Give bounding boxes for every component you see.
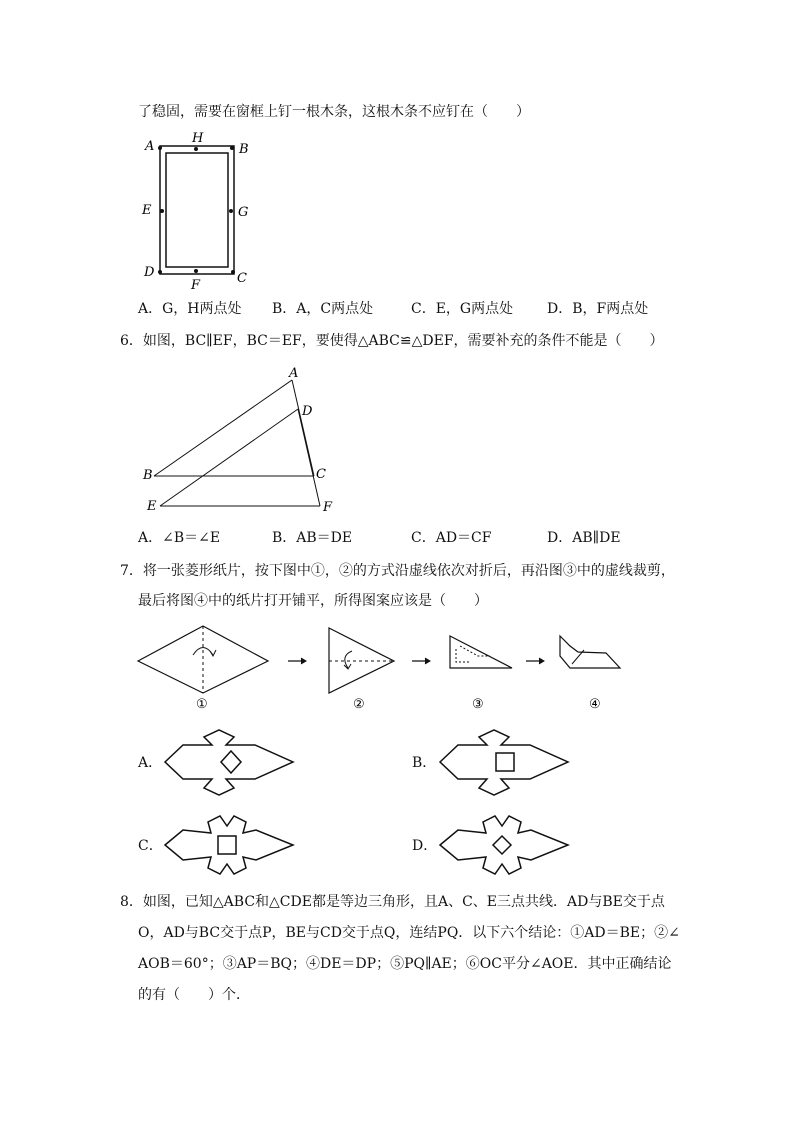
label-A: A [289,366,299,381]
q7-stem-line2: 最后将图④中的纸片打开铺平，所得图案应该是（ ） [138,593,488,609]
label-D: D [302,404,313,419]
q6-stem: 6．如图，BC∥EF，BC＝EF，要使得△ABC≌△DEF，需要补充的条件不能是（ ） [120,333,664,349]
q6-option-b[interactable]: B．AB＝DE [272,530,353,546]
q7-option-d[interactable]: D． [412,838,438,854]
label-A: A [145,139,155,154]
q5-option-a[interactable]: A．G，H两点处 [138,301,242,317]
step-4-label: ④ [589,697,601,712]
q5-option-d[interactable]: D．B，F两点处 [547,301,649,317]
label-B: B [239,142,249,157]
q7-stem-line1: 7．将一张菱形纸片，按下图中①，②的方式沿虚线依次对折后，再沿图③中的虚线裁剪， [120,563,675,579]
q6-option-c[interactable]: C．AD＝CF [411,530,492,546]
q6-option-d[interactable]: D．AB∥DE [547,530,621,546]
step-1-label: ① [196,697,208,712]
q5-option-c[interactable]: C．E，G两点处 [411,301,514,317]
q5-option-b[interactable]: B．A，C两点处 [272,301,374,317]
step-3-label: ③ [472,697,484,712]
label-E: E [147,499,157,514]
q7-option-b[interactable]: B． [412,755,437,771]
label-D: D [144,265,155,280]
label-F: F [323,500,333,515]
q7-option-c[interactable]: C． [138,838,163,854]
q5-stem-tail: 了稳固，需要在窗框上钉一根木条，这根木条不应钉在（ ） [138,104,530,120]
q8-stem-line3: AOB＝60°；③AP＝BQ；④DE＝DP；⑤PQ∥AE；⑥OC平分∠AOE．其中正确结论 [138,956,672,972]
q8-stem-line4: 的有（ ）个． [138,987,250,1003]
label-H: H [192,131,204,146]
q6-option-a[interactable]: A．∠B＝∠E [138,530,221,546]
label-C: C [237,271,247,286]
label-C: C [316,467,326,482]
step-2-label: ② [353,697,365,712]
label-F: F [191,278,201,293]
label-B: B [143,468,153,483]
label-G: G [238,205,249,220]
q7-option-a[interactable]: A． [138,755,163,771]
q8-stem-line1: 8．如图，已知△ABC和△CDE都是等边三角形，且A、C、E三点共线．AD与BE交于点 [120,894,665,910]
label-E: E [142,203,152,218]
q8-stem-line2: O，AD与BC交于点P，BE与CD交于点Q，连结PQ．以下六个结论：①AD＝BE；②∠ [138,925,680,941]
